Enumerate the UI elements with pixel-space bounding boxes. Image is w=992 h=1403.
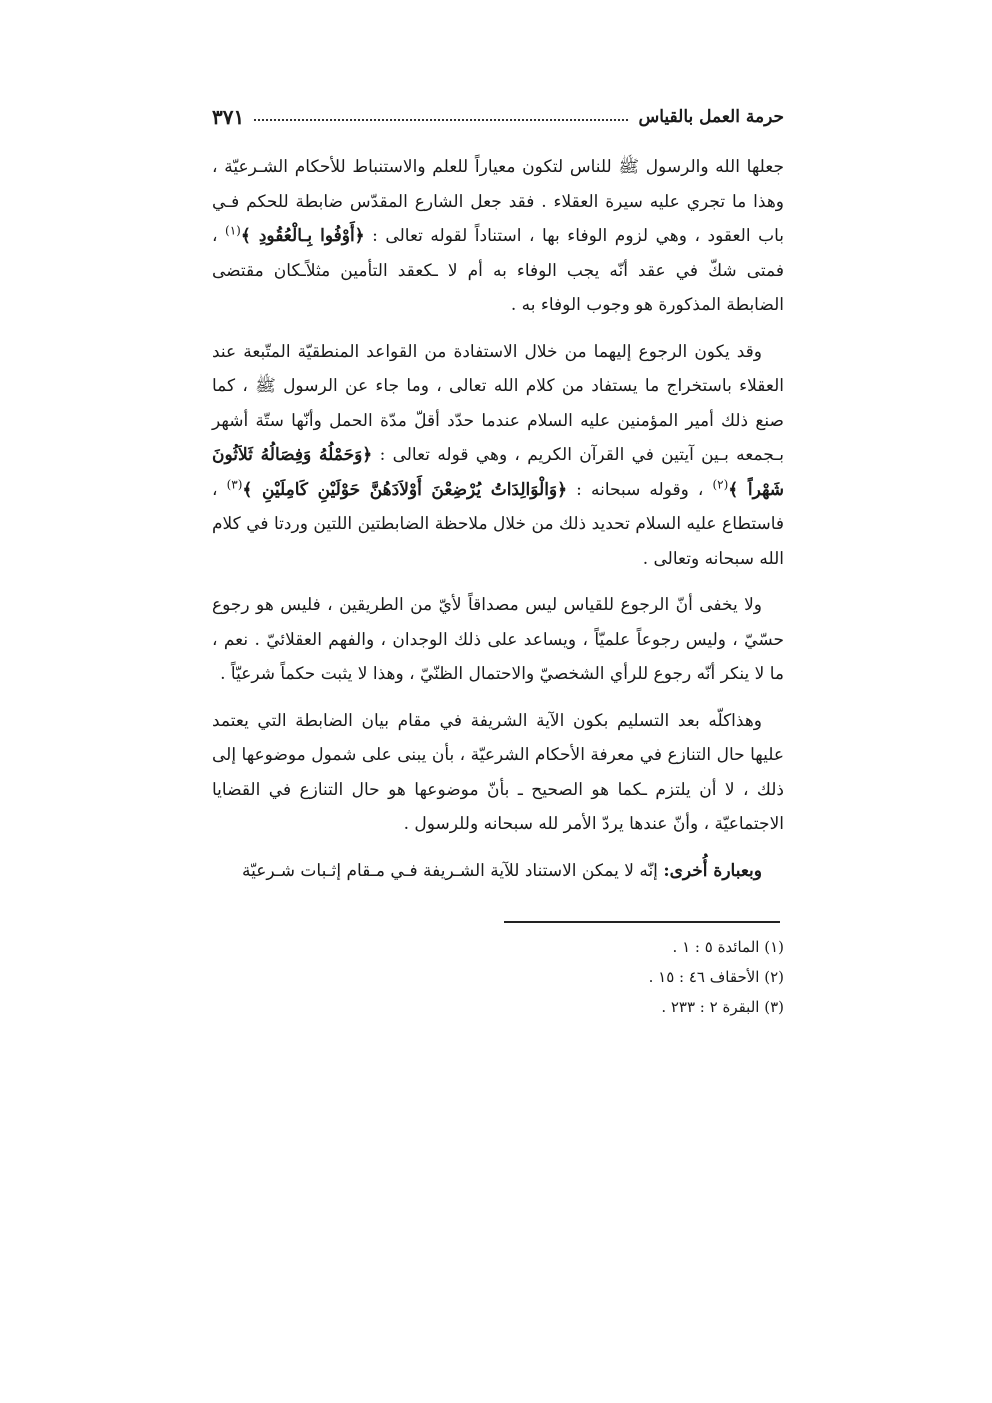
paragraph-4 — [212, 704, 784, 842]
p5-text: إنّه لا يمكن الاستناد للآية الشـريفة فـي مـقام إثـبات شـرعيّة — [241, 860, 664, 881]
p1-text-end: ، فمتى شكّ في عقد أنّه يجب الوفاء به أم لا ـكعقد التأمين مثلاًـكان مقتضى الضابطة المذكورة هو وجوب الوفاء به . — [212, 226, 784, 315]
footnotes — [212, 932, 784, 1022]
footnote-ref: (١) — [225, 223, 241, 238]
p2-text-end: ، فاستطاع عليه السلام تحديد ذلك من خلال ملاحظة الضابطتين اللتين وردتا في كلام الله سبحانه وتعالى . — [212, 479, 784, 569]
bold-lead: وبعبارة أُخرى: — [663, 860, 762, 881]
footnote-1: (١) المائدة ٥ : ١ . — [672, 938, 784, 956]
quran-verse: ﴿وَحَمْلُهُ وَفِصَالُهُ ثَلاَثُونَ شَهْراً ﴾ — [212, 445, 785, 500]
chapter-title: حرمة العمل بالقياس — [638, 107, 784, 127]
quran-verse: ﴿وَالْوَالِدَاتُ يُرْضِعْنَ أَوْلاَدَهُنَّ حَوْلَيْنِ كَامِلَيْنِ ﴾ — [242, 479, 568, 500]
footnote-3: (٣) البقرة ٢ : ٢٣٣ . — [661, 998, 784, 1016]
running-header — [212, 100, 784, 134]
p2-text-mid: ، وقوله سبحانه : — [567, 479, 704, 500]
footnote-ref: (٣) — [226, 476, 243, 491]
paragraph-3 — [212, 588, 784, 692]
paragraph-5 — [212, 854, 784, 889]
footnote-separator — [504, 921, 780, 923]
paragraph-1 — [212, 150, 784, 323]
p1-text: جعلها الله والرسول ﷺ للناس لتكون معياراً للعلم والاستنباط للأحكام الشـرعيّة ، وهذا ما تجري عليه سيرة العقلاء . فقد جعل الشارع المقدّس ضابطة للحكم فـي باب العقود ، وهي لزوم الوفاء بها ، استناداً لقوله تعالى : — [212, 157, 784, 246]
footnote-2: (٢) الأحقاف ٤٦ : ١٥ . — [648, 968, 784, 986]
footnote-ref: (٢) — [712, 476, 729, 491]
p2-text: وقد يكون الرجوع إليهما من خلال الاستفادة من القواعد المنطقيّة المتّبعة عند العقلاء باستخراج ما يستفاد من كلام الله تعالى ، وما جاء عن الرسول ﷺ ، كما صنع ذلك أمير المؤمنين عليه السلام عندما حدّد أقلّ مدّة الحمل وأنّها ستّة أشهر بـجمعه بـين آيتين في القرآن الكريم ، وهي قوله تعالى : — [212, 341, 784, 465]
body-text — [212, 150, 784, 900]
paragraph-2 — [212, 335, 784, 577]
p3-text: ولا يخفى أنّ الرجوع للقياس ليس مصداقاً لأيّ من الطريقين ، فليس هو رجوع حسّيّ ، وليس رجوعاً علميّاً ، ويساعد على ذلك الوجدان ، والفهم العقلائيّ . نعم ، ما لا ينكر أنّه رجوع للرأي الشخصيّ والاحتمال الظنّيّ ، وهذا لا يثبت حكماً شرعيّاً . — [212, 595, 784, 684]
page-number: ٣٧١ — [212, 105, 245, 129]
p4-text: وهذاكلّه بعد التسليم بكون الآية الشريفة في مقام بيان الضابطة التي يعتمد عليها حال التنازع في معرفة الأحكام الشرعيّة ، بأن يبنى على شمول موضوعها إلى ذلك ، لا أن يلتزم ـكما هو الصحيح ـ بأنّ موضوعها هو حال التنازع في القضايا الاجتماعيّة ، وأنّ عندها يردّ الأمر لله سبحانه وللرسول . — [212, 710, 784, 834]
leader-dots — [254, 119, 628, 121]
quran-verse: ﴿أَوْفُوا بِـالْعُقُودِ ﴾ — [240, 226, 365, 246]
